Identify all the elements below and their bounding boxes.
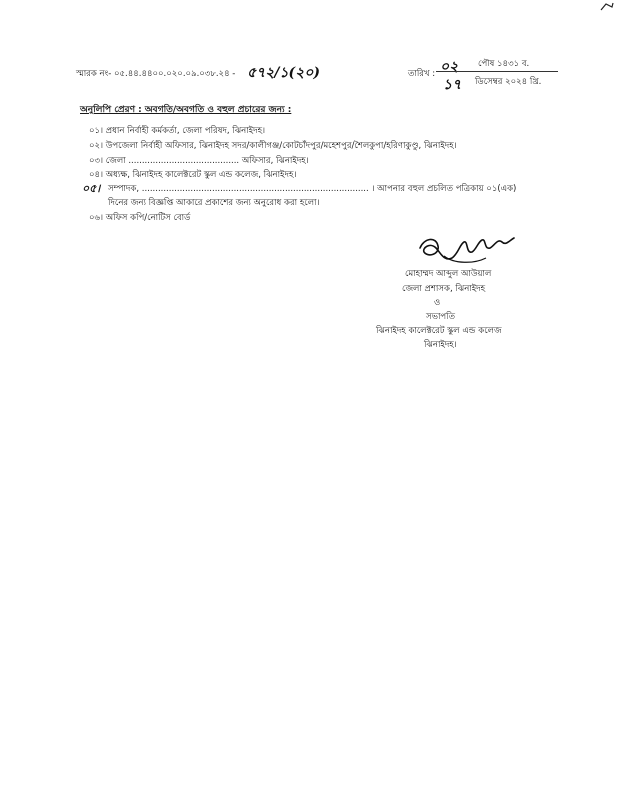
distribution-heading: অনুলিপি প্রেরণ : অবগতি/অবগতি ও বহুল প্রচারের জন্য : <box>80 105 292 115</box>
memo-ref: স্মারক নং- ০৫.৪৪.৪৪০০.০২০.০৯.০৩৮.২৪ - <box>76 69 236 79</box>
list-item: ০২। উপজেলা নির্বাহী অফিসার, ঝিনাইদহ সদর/কালীগঞ্জ/কোটচাঁদপুর/মহেশপুর/শৈলকুপা/হরিণাকুণ্ডু, ঝিনাইদহ। <box>89 141 457 151</box>
signatory-name: মোহাম্মদ আব্দুল আউয়াল <box>405 269 492 279</box>
signatory-location: ঝিনাইদহ। <box>424 340 457 350</box>
date-label: তারিখ : <box>408 69 436 79</box>
english-month-year: ডিসেম্বর ২০২৪ খ্রি. <box>475 77 542 87</box>
list-item: ০৩। জেলা ......................................... অফিসার, ঝিনাইদহ। <box>89 156 309 166</box>
memo-ref-handwritten: ৫৭২/১(২০) <box>247 65 320 81</box>
bangla-month-year: পৌষ ১৪৩১ ব. <box>478 59 530 69</box>
signature-image <box>414 228 524 268</box>
list-item: ০১। প্রধান নির্বাহী কর্মকর্তা, জেলা পরিষদ, ঝিনাইদহ। <box>89 126 266 136</box>
english-day-handwritten: ১৭ <box>443 77 462 93</box>
list-item-continuation: দিনের জন্য বিজ্ঞপ্তি আকারে প্রকাশের জন্য অনুরোধ করা হলো। <box>108 198 320 208</box>
list-item: ০৪। অধ্যক্ষ, ঝিনাইদহ কালেক্টরেট স্কুল এন্ড কলেজ, ঝিনাইদহ। <box>89 170 297 180</box>
bangla-day-handwritten: ০২ <box>440 59 459 75</box>
signatory-institution: ঝিনাইদহ কালেক্টরেট স্কুল এন্ড কলেজ <box>376 326 502 336</box>
signatory-title: সভাপতি <box>426 312 455 322</box>
list-item: ০৬। অফিস কপি/নোটিস বোর্ড <box>89 213 191 223</box>
signatory-designation: জেলা প্রশাসক, ঝিনাইদহ <box>402 284 486 294</box>
signatory-and: ও <box>434 298 441 308</box>
list-item-number-handwritten: ০৫। <box>82 182 101 195</box>
corner-mark <box>600 2 614 12</box>
list-item: সম্পাদক, .................................................................................... । আপনার বহুল প্রচলিত পত্রিকায় ০১(এক) <box>108 184 517 194</box>
date-divider <box>436 71 558 72</box>
